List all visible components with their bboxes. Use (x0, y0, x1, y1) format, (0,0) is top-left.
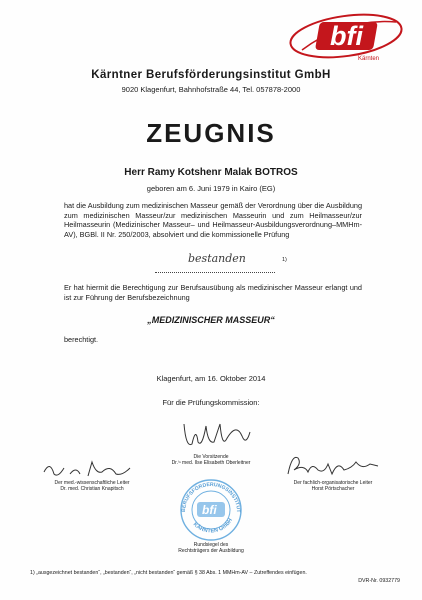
footnote: 1) „ausgezeichnet bestanden“, „bestanden“, „nicht bestanden“ gemäß § 38 Abs. 1 MMHm-AV – Zutreffendes einfügen. (30, 570, 307, 576)
stamp-caption-line1: Rundsiegel des (193, 542, 229, 548)
chair-name: Dr.ⁱⁿ med. Ilse Elisabeth Oberleitner (171, 460, 251, 467)
scientific-signature (40, 456, 134, 480)
place-date: Klagenfurt, am 16. Oktober 2014 (156, 374, 266, 383)
organization-address: 9020 Klagenfurt, Bahnhofstraße 44, Tel. 057878-2000 (121, 85, 301, 94)
stamp-caption-line2: Rechtsträgers der Ausbildung (178, 548, 244, 555)
stamp-bottom-text: KÄRNTEN GmbH (191, 517, 234, 535)
stamp-top-text: BERUFSFÖRDERUNGSINSTITUT (180, 481, 242, 513)
logo-text: bfi (330, 21, 363, 51)
chair-signature (180, 418, 254, 452)
organizational-role: Der fachlich-organisatorische Leiter (293, 480, 373, 486)
stamp-center-text: bfi (202, 503, 217, 517)
entitled-text: berechtigt. (64, 335, 99, 344)
scientific-name: Dr. med. Christian Knapitsch (60, 486, 124, 493)
logo-subtext: Kärnten (358, 56, 380, 62)
bfi-logo (284, 10, 406, 64)
organizational-signature (282, 450, 382, 480)
stamp-caption (140, 542, 282, 555)
body-paragraph-1: hat die Ausbildung zum medizinischen Masseur gemäß der Verordnung über die Ausbildung zum medizinischen Masseur/zur medizinischen Masseurin und zum Heilmasseur/zur Heilmasseurin (Medizinischer Masseur– und Heilmasseur-Ausbildungsverordnung–MMHm-AV), BGBl. II Nr. 250/2003, absolviert und die kommissionelle Prüfung (64, 201, 362, 239)
recipient-birth: geboren am 6. Juni 1979 in Kairo (EG) (146, 184, 276, 193)
result-footnote-marker: 1) (282, 257, 287, 263)
scientific-role: Der med.-wissenschaftliche Leiter (54, 480, 130, 486)
document-title: ZEUGNIS (146, 118, 276, 148)
organizational-signature-block (258, 480, 408, 493)
official-stamp (177, 478, 245, 542)
profession-title: „MEDIZINISCHER MASSEUR“ (147, 315, 275, 325)
chair-signature-block (130, 454, 292, 467)
body-paragraph-2: Er hat hiermit die Berechtigung zur Berufsausübung als medizinischer Masseur erlangt und ist zur Führung der Berufsbezeichnung (64, 283, 362, 302)
scientific-signature-block (22, 480, 162, 493)
recipient-name: Herr Ramy Kotshenr Malak BOTROS (124, 167, 298, 178)
chair-role: Die Vorsitzende (193, 454, 229, 460)
result-handwritten: bestanden (188, 252, 246, 265)
dvr-number: DVR-Nr. 0932779 (358, 578, 400, 584)
organizational-name: Horst Pörtschacher (311, 486, 355, 493)
organization-name: Kärntner Berufsförderungsinstitut GmbH (91, 69, 331, 81)
commission-label: Für die Prüfungskommission: (162, 398, 260, 407)
